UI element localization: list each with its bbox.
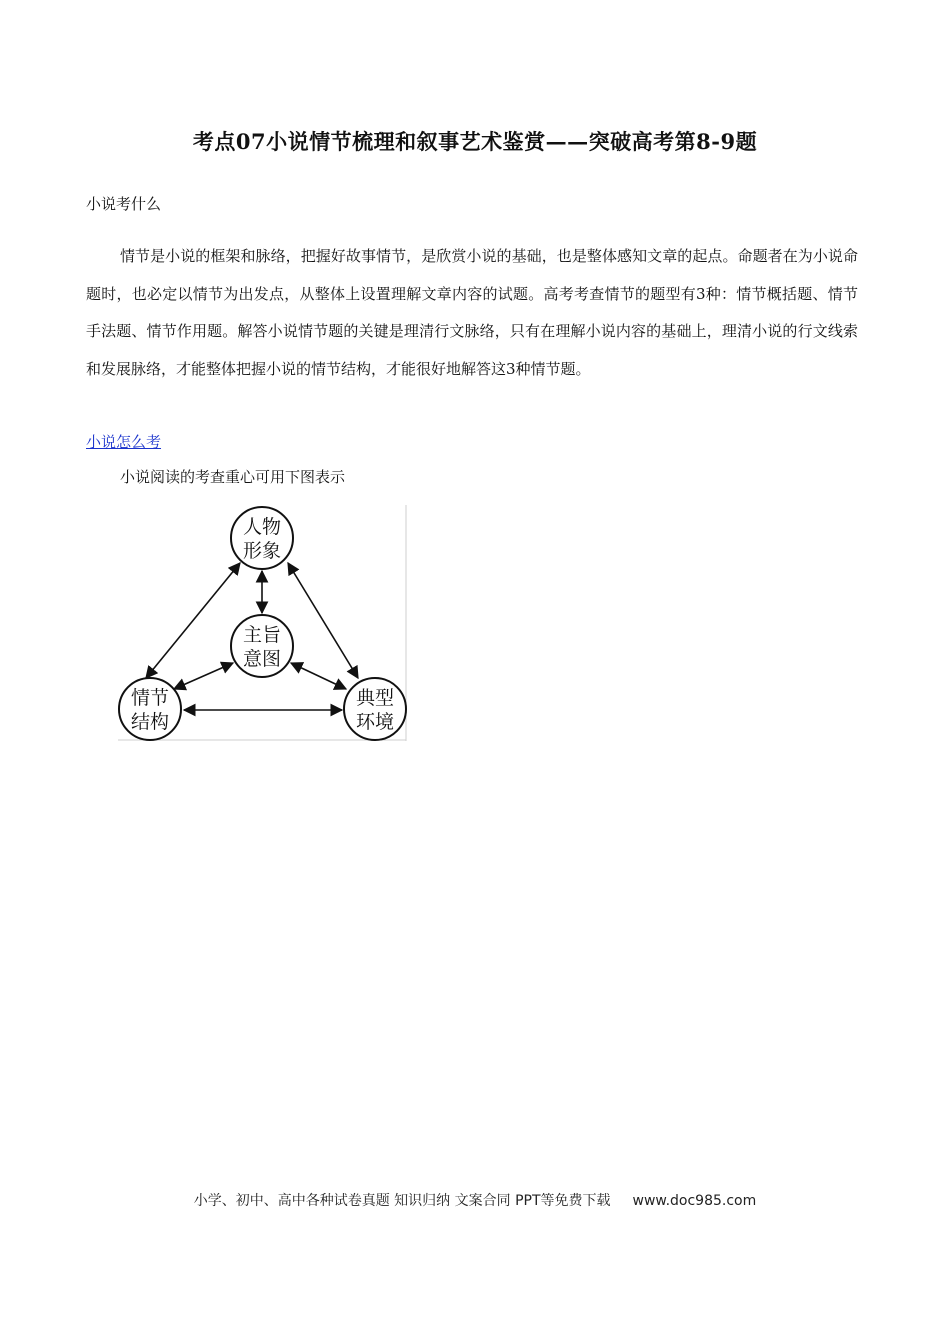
svg-text:主旨: 主旨 [242, 624, 282, 646]
node-plot [119, 678, 181, 740]
figure-caption: 小说阅读的考查重心可用下图表示 [120, 468, 346, 486]
section-heading-what: 小说考什么 [86, 195, 162, 213]
svg-text:人物: 人物 [242, 516, 282, 538]
concept-diagram [118, 505, 408, 742]
svg-text:结构: 结构 [130, 711, 170, 733]
footer-url[interactable]: www.doc985.com [632, 1193, 757, 1209]
document-title: 考点07小说情节梳理和叙事艺术鉴赏——突破高考第8-9题 [192, 129, 758, 154]
node-theme [231, 615, 293, 677]
section-link-how[interactable]: 小说怎么考 [86, 433, 162, 451]
arrow-center-left [174, 663, 233, 689]
svg-text:形象: 形象 [242, 540, 282, 562]
arrow-center-right [291, 663, 346, 689]
body-paragraph: 情节是小说的框架和脉络，把握好故事情节，是欣赏小说的基础，也是整体感知文章的起点。命题者在为小说命题时，也必定以情节为出发点，从整体上设置理解文章内容的试题。高考考查情节的题型有3种：情节概括题、情节手法题、情节作用题。解答小说情节题的关键是理清行文脉络，只有在理解小说内容的基础上，理清小说的行文线索和发展脉络，才能整体把握小说的情节结构，才能很好地解答这3种情节题。 [86, 247, 858, 378]
arrow-top-right [288, 563, 358, 678]
svg-text:情节: 情节 [130, 687, 170, 709]
svg-text:典型: 典型 [355, 687, 395, 709]
node-character [231, 507, 293, 569]
svg-text:意图: 意图 [242, 648, 282, 670]
arrow-top-left [146, 563, 240, 678]
svg-text:环境: 环境 [355, 711, 395, 733]
node-environment [344, 678, 406, 740]
page-footer [0, 1190, 950, 1210]
footer-text: 小学、初中、高中各种试卷真题 知识归纳 文案合同 PPT等免费下载 [193, 1193, 611, 1209]
